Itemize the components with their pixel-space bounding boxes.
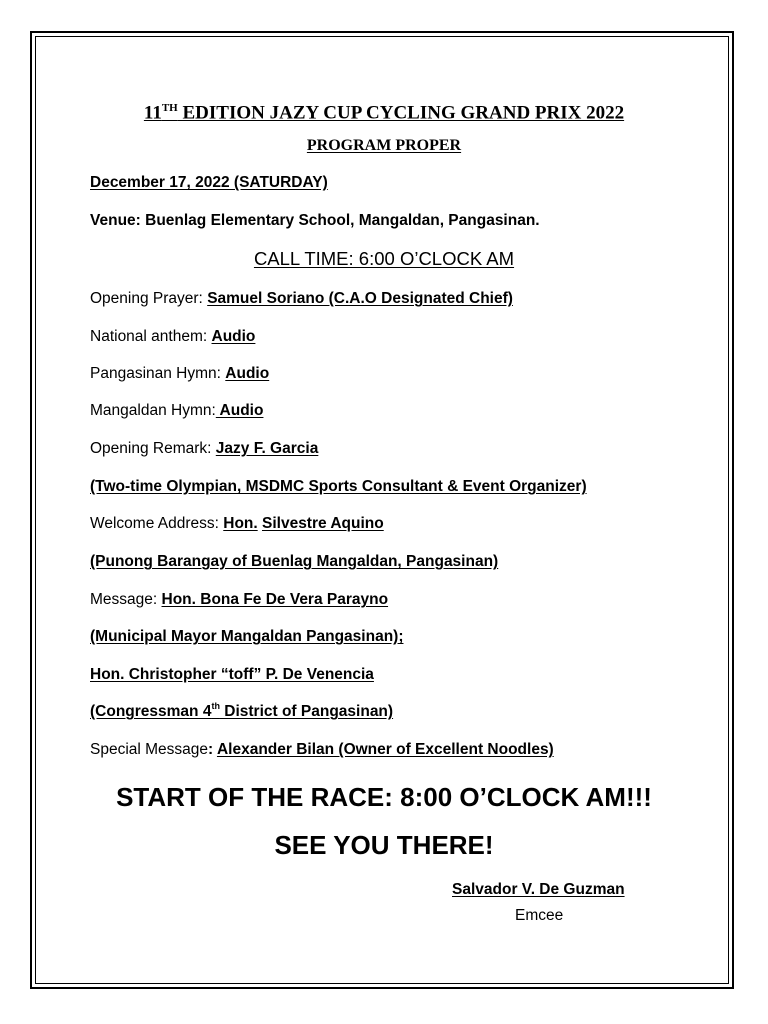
opening-prayer-label: Opening Prayer: — [90, 290, 208, 307]
opening-prayer-line — [90, 289, 513, 309]
welcome-address-line — [90, 514, 384, 534]
pangasinan-hymn-line — [90, 364, 269, 384]
message2-detail-post: District of Pangasinan) — [219, 703, 394, 720]
special-message-value: Alexander Bilan (Owner of Excellent Noodles) — [216, 741, 554, 758]
document-title — [0, 98, 768, 123]
signature-name: Salvador V. De Guzman — [452, 881, 625, 898]
special-message-label: Special Message — [90, 741, 209, 758]
pangasinan-hymn-label: Pangasinan Hymn: — [90, 365, 226, 382]
message-line — [90, 590, 388, 610]
mangaldan-hymn-label: Mangaldan Hymn: — [90, 402, 216, 419]
special-message-colon: : — [208, 741, 217, 758]
call-time: CALL TIME: 6:00 O’CLOCK AM — [253, 248, 515, 269]
message-label: Message: — [90, 591, 162, 608]
opening-remark-label: Opening Remark: — [90, 440, 216, 457]
message-detail: (Municipal Mayor Mangaldan Pangasinan); — [90, 628, 404, 645]
national-anthem-label: National anthem: — [90, 328, 212, 345]
opening-remark-value: Jazy F. Garcia — [215, 440, 319, 457]
signature-role: Emcee — [515, 907, 564, 924]
document-subtitle: PROGRAM PROPER — [306, 137, 462, 154]
title-suffix: TH — [161, 102, 178, 114]
pangasinan-hymn-value: Audio — [225, 365, 270, 382]
mangaldan-hymn-line — [90, 401, 263, 421]
message2-detail-sup: th — [211, 701, 220, 711]
opening-remark-line — [90, 439, 318, 459]
mangaldan-hymn-value: Audio — [215, 402, 264, 419]
message2-detail — [90, 702, 393, 722]
event-venue: Venue: Buenlag Elementary School, Mangaldan, Pangasinan. — [90, 212, 540, 229]
title-text: EDITION JAZY CUP CYCLING GRAND PRIX 2022 — [177, 102, 625, 124]
national-anthem-line — [90, 327, 255, 347]
opening-remark-detail: (Two-time Olympian, MSDMC Sports Consultant & Event Organizer) — [90, 478, 587, 495]
see-you-text: SEE YOU THERE! — [274, 830, 494, 860]
national-anthem-value: Audio — [211, 328, 256, 345]
welcome-address-name: Silvestre Aquino — [262, 515, 384, 532]
event-date: December 17, 2022 (SATURDAY) — [90, 174, 328, 191]
welcome-address-title: Hon. — [223, 515, 258, 532]
message-value: Hon. Bona Fe De Vera Parayno — [161, 591, 389, 608]
message2-detail-pre: (Congressman 4 — [90, 703, 212, 720]
title-number: 11 — [143, 102, 162, 124]
welcome-address-detail: (Punong Barangay of Buenlag Mangaldan, Pangasinan) — [90, 553, 499, 570]
race-start-text: START OF THE RACE: 8:00 O’CLOCK AM!!! — [116, 782, 652, 812]
message2-value: Hon. Christopher “toff” P. De Venencia — [90, 666, 374, 683]
special-message-line — [90, 740, 554, 760]
welcome-address-label: Welcome Address: — [90, 515, 224, 532]
opening-prayer-value: Samuel Soriano (C.A.O Designated Chief) — [207, 290, 513, 307]
